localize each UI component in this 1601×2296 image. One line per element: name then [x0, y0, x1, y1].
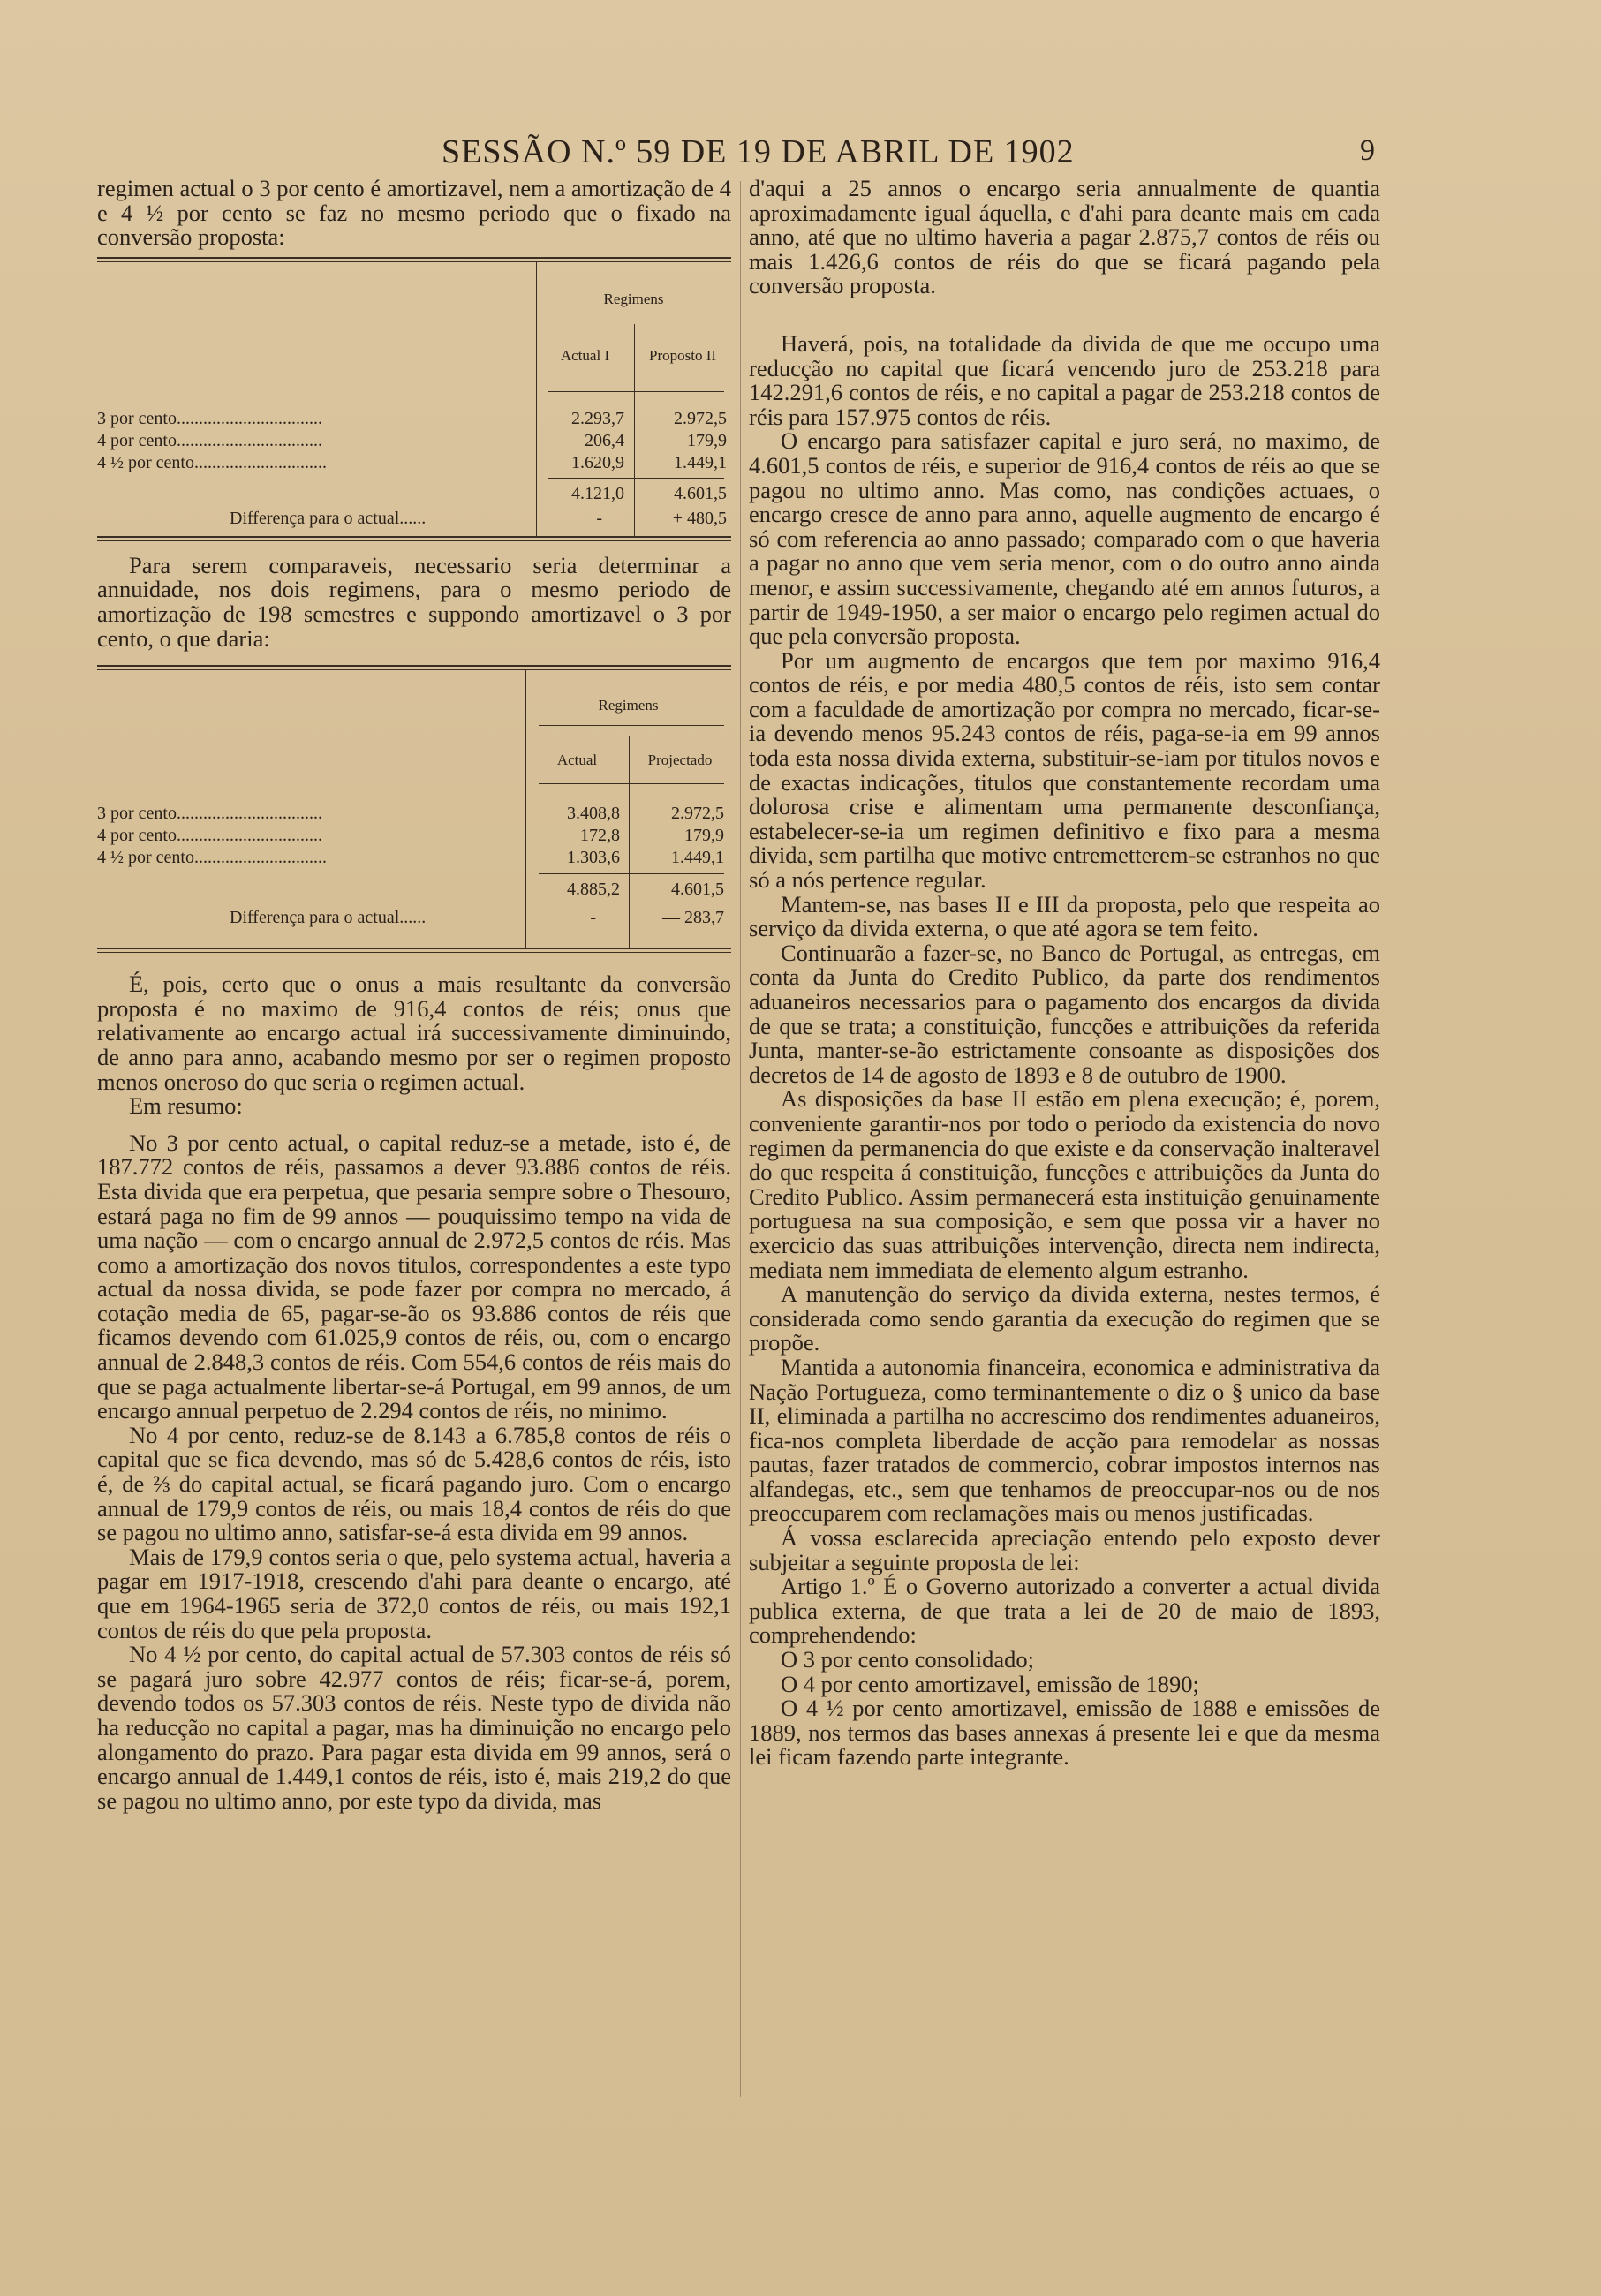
table-cell: 179,9: [684, 826, 724, 846]
table-sum-rule: [548, 478, 724, 479]
right-paragraph-11: Artigo 1.º É o Governo autorizado a converter a actual divida publica externa, de que trata a lei de 20 de maio de 1893, comprehendendo:: [749, 1573, 1380, 1649]
table-col2-header: Projectado: [647, 751, 713, 769]
page-header: [0, 132, 1601, 177]
page-number: 9: [1360, 134, 1375, 167]
table-regimens-2: [97, 665, 731, 956]
right-paragraph-8: A manutenção do serviço da divida externa, nestes termos, é considerada como sendo garantia da execução do regimen que se propõe.: [749, 1280, 1380, 1356]
table-diff: -: [590, 908, 596, 928]
table-cell: 172,8: [580, 826, 620, 846]
table-sum-rule: [539, 873, 724, 874]
left-paragraph-4: Em resumo:: [129, 1092, 243, 1120]
table-group-header: Regimens: [598, 697, 659, 714]
table-cell: 3.408,8: [567, 804, 620, 824]
table-cell: 2.972,5: [674, 408, 727, 428]
table-bottom-rule: [97, 948, 731, 953]
table-cell: 2.972,5: [671, 804, 724, 824]
table-header-rule: [539, 783, 724, 784]
left-paragraph-5: No 3 por cento actual, o capital reduz-se a metade, isto é, de 187.772 contos de réis, passamos a dever 93.886 contos de réis. Esta divida que era perpetua, que pesaria sempre sobre o Thesouro, estará paga no fim de 99 annos — pouquissimo tempo na vida de uma nação — com o encargo annual de 2.972,5 contos de réis. Mas como a amortização dos novos titulos, correspondentes a este typo actual da nossa divida, se pode fazer por compra no mercado, á cotação media de 65, pagar-se-ão os 93.886 contos de réis que ficamos devendo com 61.025,9 contos de réis, ou, com o encargo annual de 2.848,3 contos de réis. Com 554,6 contos de réis mais do que se paga actualmente libertar-se-á Portugal, em 99 annos, de um encargo annual perpetuo de 2.294 contos de réis, no minimo.: [97, 1129, 731, 1424]
table-cell: 1.620,9: [571, 452, 624, 472]
table-total: 4.601,5: [671, 880, 724, 900]
table-header-rule: [548, 391, 724, 392]
table-diff-label: Differença para o actual......: [230, 908, 427, 928]
table-cell: 1.303,6: [567, 848, 620, 868]
left-paragraph-8: No 4 ½ por cento, do capital actual de 57.303 contos de réis só se pagará juro sobre 42.977 contos de réis; ficar-se-á, porem, devendo todos os 57.303 contos de réis. Neste typo de divida não ha reducção no capital a pagar, mas ha diminuição no encargo pelo alongamento do prazo. Para pagar esta divida em 99 annos, será o encargo annual de 1.449,1 contos de réis, isto é, mais 219,2 do que se pagou no ultimo anno, por este typo da divida, mas: [97, 1641, 731, 1814]
right-paragraph-12: O 3 por cento consolidado;: [781, 1646, 1035, 1673]
right-column: [749, 177, 1380, 1770]
left-column: [97, 177, 731, 1813]
table-header-rule: [539, 725, 724, 726]
table-diff: + 480,5: [672, 508, 727, 528]
table-row-label: 3 por cento.................................: [97, 408, 322, 428]
table-col1-header: Actual I: [560, 346, 610, 364]
right-paragraph-10: Á vossa esclarecida apreciação entendo pelo exposto dever subjeitar a seguinte proposta de lei:: [749, 1524, 1380, 1575]
table-cell: 1.449,1: [671, 848, 724, 868]
left-paragraph-2: Para serem comparaveis, necessario seria determinar a annuidade, nos dois regimens, para o mesmo periodo de amortização de 198 semestres e suppondo amortizavel o 3 por cento, o que daria:: [97, 551, 731, 652]
right-paragraph-3: O encargo para satisfazer capital e juro será, no maximo, de 4.601,5 contos de réis, e superior de 916,4 contos de réis ao que se pagou no ultimo anno. Mas como, nas condições actuaes, o encargo cresce de anno para anno, aquelle augmento de encargo é só com referencia ao anno passado; comparado com o que haveria a pagar no anno que vem seria menor, com o do outro anno ainda menor, e assim successivamente, chegando até em annos futuros, a partir de 1949-1950, a ser maior o encargo pelo regimen actual do que pela conversão proposta.: [749, 427, 1380, 650]
left-paragraph-7: Mais de 179,9 contos seria o que, pelo systema actual, haveria a pagar em 1917-1918, crescendo d'ahi para deante o encargo, até que em 1964-1965 seria de 372,0 contos de réis, ou mais 192,1 contos de réis do que pela proposta.: [97, 1543, 731, 1643]
right-paragraph-14: O 4 ½ por cento amortizavel, emissão de 1888 e emissões de 1889, nos termos das bases annexas á presente lei e que da mesma lei ficam fazendo parte integrante.: [749, 1695, 1380, 1771]
right-paragraph-5: Mantem-se, nas bases II e III da proposta, pelo que respeita ao serviço da divida externa, o que até agora se tem feito.: [749, 890, 1380, 942]
column-divider: [740, 181, 741, 2097]
table-regimens-1: [97, 257, 731, 545]
table-row-label: 4 ½ por cento..............................: [97, 452, 327, 472]
right-paragraph-9: Mantida a autonomia financeira, economica e administrativa da Nação Portugueza, como terminantemente o diz o § unico da base II, eliminada a partilha no accrescimo dos rendimentes aduaneiros, fica-nos completa liberdade de acção para remodelar as nossas pautas, fazer tratados de commercio, cobrar impostos internos nas alfandegas, etc., sem que tenhamos de preoccupar-nos ou de nos preoccuparem com reclamações mais ou menos justificadas.: [749, 1353, 1380, 1527]
table-row-label: 3 por cento.................................: [97, 804, 322, 824]
table-col1-header: Actual: [556, 751, 598, 769]
right-paragraph-13: O 4 por cento amortizavel, emissão de 1890;: [781, 1670, 1199, 1697]
right-paragraph-4: Por um augmento de encargos que tem por maximo 916,4 contos de réis, e por media 480,5 contos de réis, isto sem contar com a faculdade de amortização por compra no mercado, ficar-se-ia devendo menos 95.243 contos de réis, paga-se-ia em 99 annos toda esta nossa divida externa, substituir-se-iam por titulos novos e de exactas indicações, titulos que constantemente recordam uma dolorosa crise e alimentam uma permanente desconfiança, estabelecer-se-ia um regimen definitivo e fixo para a mesma divida, sem partilha que motive entremetterem-se estranhos no que só a nós pertence regular.: [749, 646, 1380, 894]
table-cell: 179,9: [687, 430, 727, 450]
table-row-label: 4 por cento.................................: [97, 430, 322, 450]
left-paragraph-6: No 4 por cento, reduz-se de 8.143 a 6.785,8 contos de réis o capital que se fica devendo, mas só de 5.428,6 contos de réis, isto é, de ⅔ do capital actual, se ficará pagando juro. Com o encargo annual de 179,9 contos de réis, ou mais 18,4 contos de réis do que se pagou no ultimo anno, satisfar-se-á esta divida em 99 annos.: [97, 1421, 731, 1546]
table-diff: -: [596, 508, 602, 528]
right-paragraph-1: d'aqui a 25 annos o encargo seria annualmente de quantia aproximadamente igual áquella, e d'ahi para deante mais em cada anno, até que no ultimo haveria a pagar 2.875,7 contos de réis ou mais 1.426,6 contos de réis do que se ficará pagando pela conversão proposta.: [749, 175, 1380, 299]
table-diff-label: Differença para o actual......: [230, 508, 427, 528]
table-diff: — 283,7: [662, 908, 724, 928]
session-title: SESSÃO N.º 59 DE 19 DE ABRIL DE 1902: [442, 133, 1075, 170]
right-paragraph-2: Haverá, pois, na totalidade da divida de que me occupo uma reducção no capital que ficará vencendo juro de 253.218 para 142.291,6 contos de réis, e no capital a pagar de 253.218 contos de réis para 157.975 contos de réis.: [749, 329, 1380, 430]
table-total: 4.121,0: [571, 483, 624, 503]
table-cell: 1.449,1: [674, 452, 727, 472]
table-cell: 206,4: [585, 430, 624, 450]
right-paragraph-6: Continuarão a fazer-se, no Banco de Portugal, as entregas, em conta da Junta do Credito Publico, da parte dos rendimentos aduaneiros necessarios para o pagamento dos encargos da divida de que se trata; a constituição, funcções e attribuições da referida Junta, manter-se-ão estrictamente consoante as disposições dos decretos de 14 de agosto de 1893 e 8 de outubro de 1900.: [749, 939, 1380, 1088]
table-total: 4.885,2: [567, 880, 620, 900]
table-row-label: 4 por cento.................................: [97, 826, 322, 846]
table-bottom-rule: [97, 536, 731, 541]
left-paragraph-3: É, pois, certo que o onus a mais resultante da conversão proposta é no maximo de 916,4 contos de réis; onus que relativamente ao encargo actual irá successivamente diminuindo, de anno para anno, acabando mesmo por ser o regimen proposto menos oneroso do que seria o regimen actual.: [97, 971, 731, 1095]
table-row-label: 4 ½ por cento..............................: [97, 848, 327, 868]
table-cell: 2.293,7: [571, 408, 624, 428]
table-col2-header: Proposto II: [648, 346, 717, 364]
right-paragraph-7: As disposições da base II estão em plena execução; é, porem, conveniente garantir-nos por todo o periodo da existencia do novo regimen da permanencia do que existe e da conservação inalteravel do que respeita á constituição, funcções e attribuições da Junta do Credito Publico. Assim permanecerá esta instituição genuinamente portuguesa na sua composição, e sem que possa vir a haver no exercicio das suas attribuições intervenção, directa nem indirecta, mediata nem immediata de elemento algum estranho.: [749, 1085, 1380, 1283]
table-group-header: Regimens: [603, 290, 664, 307]
left-paragraph-1: regimen actual o 3 por cento é amortizavel, nem a amortização de 4 e 4 ½ por cento se faz no mesmo periodo que o fixado na conversão proposta:: [97, 175, 731, 251]
table-total: 4.601,5: [674, 483, 727, 503]
